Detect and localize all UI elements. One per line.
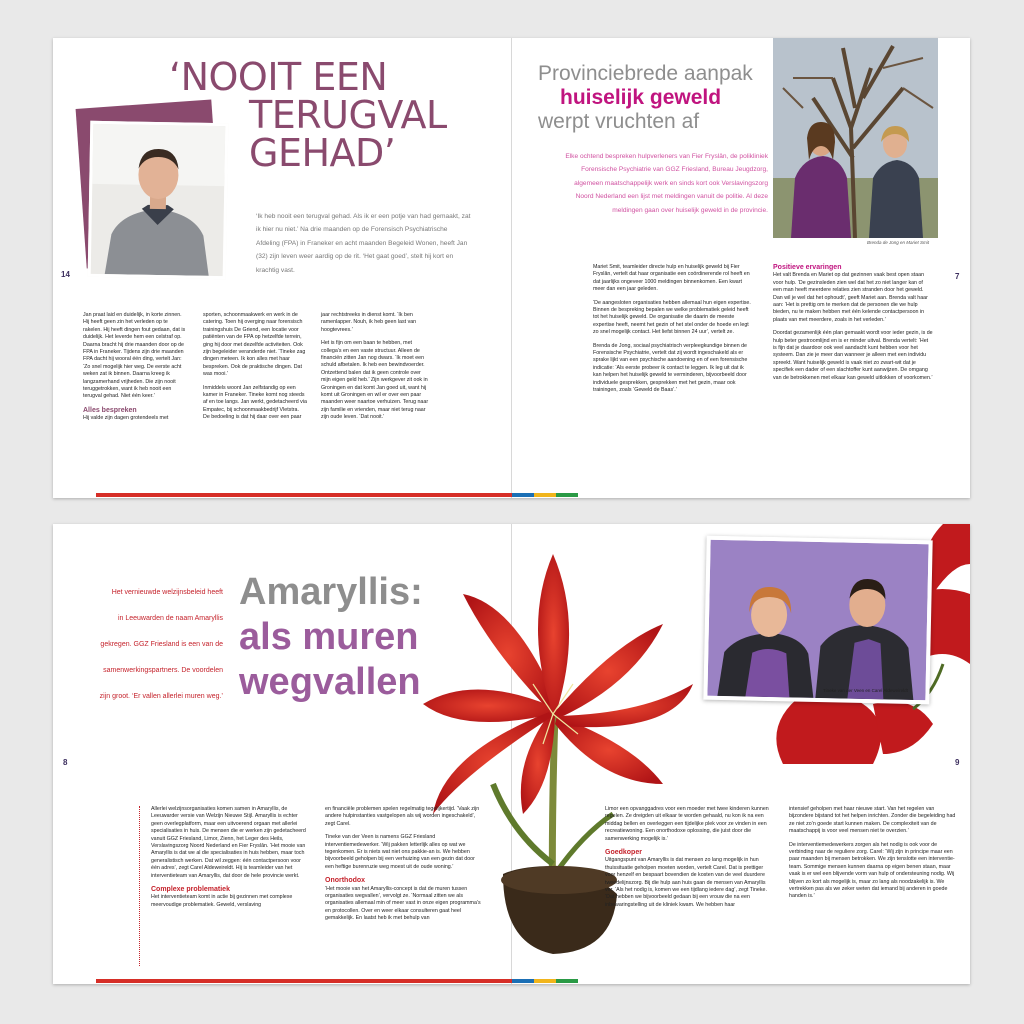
article-column-3 xyxy=(321,312,429,428)
footer-stripe-blue xyxy=(512,979,534,983)
title-line-2: huiselijk geweld xyxy=(560,86,722,109)
paragraph: sporten, schoonmaakwerk en werk in de catering. Toen hij overging naar forensisch trainingshuis De Griend, een locatie voor patiënten van de FPA op hetzelfde terrein, ging hij door met dezelfde activiteiten. Ook zijn begeleider veranderde niet. ‘Tineke zag dingen meteen. Ik kon alles met haar bespreken. Ook de praktische dingen. Dat was mooi.’ xyxy=(203,312,306,378)
photo-tineke-carel xyxy=(703,536,932,705)
intro-text: Elke ochtend bespreken hulpverleners van Fier Fryslân, de polikliniek Forensische Psychiatrie van GGZ Friesland, Bureau Jeugdzorg, algemeen maatschappelijk werk en sinds kort ook Verslavingszorg Noord Nederland een lijst met meldingen vanuit de politie. Al deze meldingen gaan over huiselijk geweld in de provincie. xyxy=(565,153,768,214)
article-column-2 xyxy=(203,312,307,428)
intro-line: zijn groot. ‘Er vallen allerlei muren weg.’ xyxy=(99,693,223,700)
subheading: Complexe problematiek xyxy=(151,886,230,894)
title-line-2: als muren xyxy=(239,616,419,658)
paragraph: Het valt Brenda en Mariet op dat gezinnen vaak best open staan voor hulp. ‘De gezinsleden zien wel dat het zo niet langer kan of een man heeft meerdere relaties zien stranden door het geweld. Dan wil je wel dat het ophoudt’, geeft Mariet aan. Brenda valt haar aan: ‘Het is prettig om te merken dat de personen die we hulp bieden, nu te maken hebben met één kelende contactpersoon in plaats van met meerdere, zoals in het verleden.’ xyxy=(773,272,928,323)
footer-stripe-green xyxy=(556,493,578,497)
article-column-2 xyxy=(325,806,485,929)
intro-line: Het vernieuwde welzijnsbeleid heeft xyxy=(111,589,223,596)
subheading: Onorthodox xyxy=(325,877,366,885)
paragraph: Allerlei welzijnsorganisaties komen samen in Amaryllis, de Leeuwarder versie van Welzijn Nieuwe Stijl. Amaryllis is echter geen overlegplatform, maar een uitvoerend orgaan met allerlei specialisaties in huis. De mensen die er werken zijn gedetacheerd vanuit GGZ Friesland, Limor, Zienn, het Leger des Heils, Verslavingszorg Noord Nederland en Fier Fryslân. ‘Het mooie van Amaryllis is dat we al die specialisaties in huis hebben, maar toch generalistisch werken. Dat wil zeggen: één contactpersoon voor één adres’, zegt Carel Aldeweireldt. Hij is teamleider van het interventieteam van Amaryllis, dat door de hele provincie werkt. xyxy=(151,806,306,879)
paragraph: Inmiddels woont Jan zelfstandig op een kamer in Franeker. Tineke komt nog steeds af en toe langs. Jan werkt, gedetacheerd via Empatec, bij schoonmaakbedrijf Vletstra. De bedoeling is dat hij daar over een paar xyxy=(203,384,307,421)
intro-line: samenwerkingspartners. De voordelen xyxy=(103,667,223,674)
paragraph: jaar rechtstreeks in dienst komt. ‘Ik ben ramenlapper. Nouh, ik heb geen last van hoogtevrees.’ xyxy=(321,312,417,333)
article-column-1 xyxy=(151,806,311,915)
spread-top xyxy=(53,38,970,498)
paragraph: Uitgangspunt van Amaryllis is dat mensen zo lang mogelijk in hun thuissituatie geholpen moeten worden, vertelt Carel. Dat is prettiger voor henzelf en bespaart bovendien de kosten van de veel duurdere tweedelijnszorg. Bij die hulp aan huis gaan de mensen van Amaryllis ver. ‘Als het nodig is, komen we een tijdlang iedere dag’, zegt Tineke. ‘Dat hebben we bijvoorbeeld gedaan bij een vrouw die na een inbewaringstelling uit de kliniek kwam. We hebben haar xyxy=(605,857,767,908)
footer-stripe-green xyxy=(556,979,578,983)
paragraph: Doordat gezamenlijk één plan gemaakt wordt voor ieder gezin, is de hulp beter gestroomlijnd en is er minder uitval. Brenda vertelt: ‘Het is fijn dat je daardoor ook veel aandacht kunt hebben voor het systeem. Dan zie je meer dan wanneer je alleen met een individu spreekt. Want huiselijk geweld is vaak niet zo zwart-wit dat je specifiek een dader of een slachtoffer kunt aanwijzen. De omgang van de betrokkenen met elkaar kan geweld uitlokken of voorkomen.’ xyxy=(773,330,933,381)
page-number: 7 xyxy=(955,272,960,281)
title-line-3: wegvallen xyxy=(239,661,421,703)
article-column-1 xyxy=(605,806,773,915)
page-number: 9 xyxy=(955,758,960,767)
paragraph: Tineke van der Veen is namens GGZ Friesland interventiemedewerker. ‘Wij pakken letterlijk alles op wat we tegenkomen. Er is niets wat niet ons pakkie-an is. We hebben bijvoorbeeld geholpen bij een verhuizing van een gezin dat door een heftige burenruzie weg moest uit de oude woning.’ xyxy=(325,834,475,870)
footer-stripe-red xyxy=(96,979,512,983)
page-number: 14 xyxy=(61,270,70,279)
photo-brenda-mariet xyxy=(773,38,938,238)
title-block xyxy=(538,62,778,134)
intro-text: ‘Ik heb nooit een terugval gehad. Als ik er een potje van had gemaakt, zat ik hier nu niet.’ Na drie maanden op de Forensisch Psychiatrische Afdeling (FPA) in Franeker en acht maanden Begeleid Wonen, heeft Jan (32) zijn leven weer aardig op de rit. ‘Het gaat goed’, stelt hij kort en krachtig vast. xyxy=(256,213,471,274)
paragraph: Mariet Smit, teamleider directe hulp en huiselijk geweld bij Fier Fryslân, vertelt dat haar organisatie een coördinerende rol heeft en dat jaarlijks ongeveer 1000 meldingen binnenkomen. Een kwart meer dan een jaar geleden. xyxy=(593,264,750,293)
footer-stripe-blue xyxy=(512,493,534,497)
title-line-1: Provinciebrede aanpak xyxy=(538,62,753,85)
paragraph: ‘Het mooie van het Amaryllis-concept is dat de muren tussen organisaties wegvallen’, vervolgt ze. ‘Normaal zitten we als organisaties allemaal min of meer vast in onze eigen programma’s en protocollen. Over en weer elkaar consulteren gaat heel gemakkelijk. En laatst heb ik met behulp van xyxy=(325,885,481,922)
footer-stripe-yellow xyxy=(534,493,556,497)
subheading: Positieve ervaringen xyxy=(773,264,842,271)
paragraph: en financiële problemen spelen regelmatig tegelijkertijd. ‘Vaak zijn andere hulpinstanties vastgelopen als wij worden ingeschakeld’, zegt Carel. xyxy=(325,806,480,827)
article-column-1 xyxy=(83,312,187,429)
paragraph: Het interventieteam komt in actie bij gezinnen met complexe meervoudige problematiek. Geweld, verslaving xyxy=(151,894,293,908)
intro-text xyxy=(71,580,223,710)
page-number: 8 xyxy=(63,758,68,767)
paragraph: Hij valde zijn dagen grotendeels met xyxy=(83,415,169,422)
paragraph: Brenda de Jong, sociaal psychiatrisch verpleegkundige binnen de Forensische Psychiatrie, vertelt dat zij wordt ingeschakeld als er sprake lijkt van een psychische aandoening en of een forensische indicatie: ‘Als eerste probeer ik contact te leggen. Ik leg uit dat ik kan helpen het huiselijk geweld te verminderen, bijvoorbeeld door individuele gesprekken, gesprekken met het gezin, maar ook trainingen, zoals ‘Geweld de Baas’.’ xyxy=(593,342,748,394)
dotted-rule xyxy=(139,806,140,966)
paragraph: intensief geholpen met haar nieuwe start. Van het regelen van bijzondere bijstand tot het helpen inrichten. Zonder die begeleiding had ze niet zo’n goede start kunnen maken. De complexiteit van de maatschappij is voor veel mensen niet te overzien.’ xyxy=(789,806,956,835)
gutter xyxy=(511,38,512,498)
paragraph: Limor een opvanggadres voor een moeder met twee kinderen kunnen regelen. Ze dreigden uit elkaar te worden gehaald, nu kon ik na een middag bellen en overleggen een tijdelijke plek voor ze vinden in een recreatiewoning. Een onorthodoxe oplossing, die juist door die samenwerking mogelijk is.’ xyxy=(605,806,769,842)
paragraph: ‘De aangesloten organisaties hebben allemaal hun eigen expertise. Binnen de bespreking bepalen we welke problematiek geleid heeft tot het huiselijk geweld. De organisatie die daarin de meeste expertise heeft, neemt het gezin of het stel onder de hoede en legt zo snel mogelijk contact. Het liefst binnen 24 uur’, vertelt ze. xyxy=(593,299,751,336)
title-block xyxy=(239,570,459,705)
headline-line-2: TERUGVAL xyxy=(249,93,447,137)
headline-line-3: GEHAD’ xyxy=(249,131,396,175)
photo-caption: Brenda de Jong en Mariet Smit xyxy=(867,240,930,245)
title-line-1: Amaryllis: xyxy=(239,571,423,613)
footer-stripe-yellow xyxy=(534,979,556,983)
article-column-1 xyxy=(593,264,751,401)
photo-caption: Tineke van der Veen en Carel Aldeweireldt xyxy=(823,688,908,693)
article-column-2 xyxy=(789,806,959,907)
intro-line: in Leeuwarden de naam Amaryllis xyxy=(117,615,223,622)
article-column-2 xyxy=(773,262,933,388)
title-line-3: werpt vruchten af xyxy=(538,110,700,133)
paragraph: Het is fijn om een baan te hebben, met collega’s en een vaste structuur. Alleen de financiën zitten Jan nog dwars. ‘Ik moet een schuld afbetalen. Ik heb een bewindvoerder. Ontzettend balen dat ik geen controle over mijn eigen geld heb.’ Zijn werkgever zit ook in Groningen en dat komt Jan goed uit, want hij komt uit Groningen en wil er over een paar maanden weer naartoe verhuizen. Terug naar zijn familie en vrienden, maar niet terug naar zijn oude leven. ‘Dat nooit.’ xyxy=(321,340,429,421)
headline-block xyxy=(169,55,469,175)
subheading: Goedkoper xyxy=(605,849,642,857)
paragraph: De interventiemedewerkers zorgen als het nodig is ook voor de verbinding naar de reguliere zorg. Carel: ‘Wij zijn in principe maar een paar maanden bij mensen betrokken. We zijn tenslotte een interventie-team. Sommige mensen kunnen daarna op eigen benen staan, maar vaak is er wel een blijvende vorm van hulp of ondersteuning nodig. Wij blijven zo kort als mogelijk is, maar zo lang als noodzakelijk is. We vertrekken pas als we zeker weten dat iemand bij anderen in goede handen is.’ xyxy=(789,841,955,900)
paragraph: Jan praat laid en duidelijk, in korte zinnen. Hij heeft geen zin het verleden op te rakelen. Hij heeft dingen fout gedaan, dat is duidelijk. Het leverde hem een celstraf op. Daarna bracht hij drie maanden door op de FPA in Franeker. Tijdens zijn drie maanden FPA dacht hij wooral één ding, vertelt Jan: ‘Zo snel mogelijk hier weg. De eerste acht weken zat ik binnen. Daarna kreeg ik langzamerhand vrijheden. Die zijn nooit teruggetrokken, want ik heb nooit een terugval gehad. Niet één keer.’ xyxy=(83,312,186,400)
spread-bottom xyxy=(53,524,970,984)
intro-line: gekregen. GGZ Friesland is een van de xyxy=(100,641,223,648)
headline-line-1: ‘NOOIT EEN xyxy=(169,55,388,99)
subheading: Alles bespreken xyxy=(83,406,137,414)
footer-stripe-red xyxy=(96,493,512,497)
